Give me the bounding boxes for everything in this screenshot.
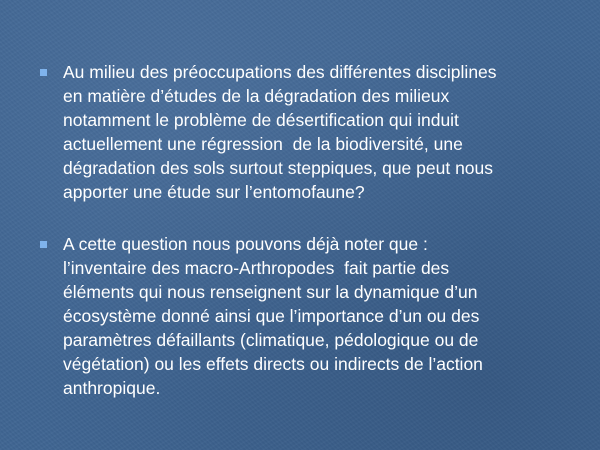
text-line: paramètres défaillants (climatique, pédologique ou de — [63, 330, 479, 350]
text-line: notamment le problème de désertification qui induit — [63, 110, 459, 130]
text-line: éléments qui nous renseignent sur la dynamique d’un — [63, 282, 478, 302]
square-bullet-icon — [40, 69, 47, 76]
bullet-text — [63, 60, 573, 204]
text-line: apporter une étude sur l’entomofaune? — [63, 182, 365, 202]
text-line: dégradation des sols surtout steppiques, que peut nous — [63, 158, 494, 178]
text-line: l’inventaire des macro-Arthropodes fait partie des — [63, 258, 450, 278]
text-line: en matière d’études de la dégradation des milieux — [63, 86, 450, 106]
text-line: écosystème donné ainsi que l’importance d’un ou des — [63, 306, 480, 326]
text-line: actuellement une régression de la biodiversité, une — [63, 134, 463, 154]
text-line: anthropique. — [63, 378, 161, 398]
text-line: végétation) ou les effets directs ou indirects de l’action — [63, 354, 483, 374]
text-line: A cette question nous pouvons déjà noter que : — [63, 234, 428, 254]
square-bullet-icon — [40, 241, 47, 248]
bullet-text — [63, 232, 573, 400]
text-line: Au milieu des préoccupations des différentes disciplines — [63, 62, 497, 82]
